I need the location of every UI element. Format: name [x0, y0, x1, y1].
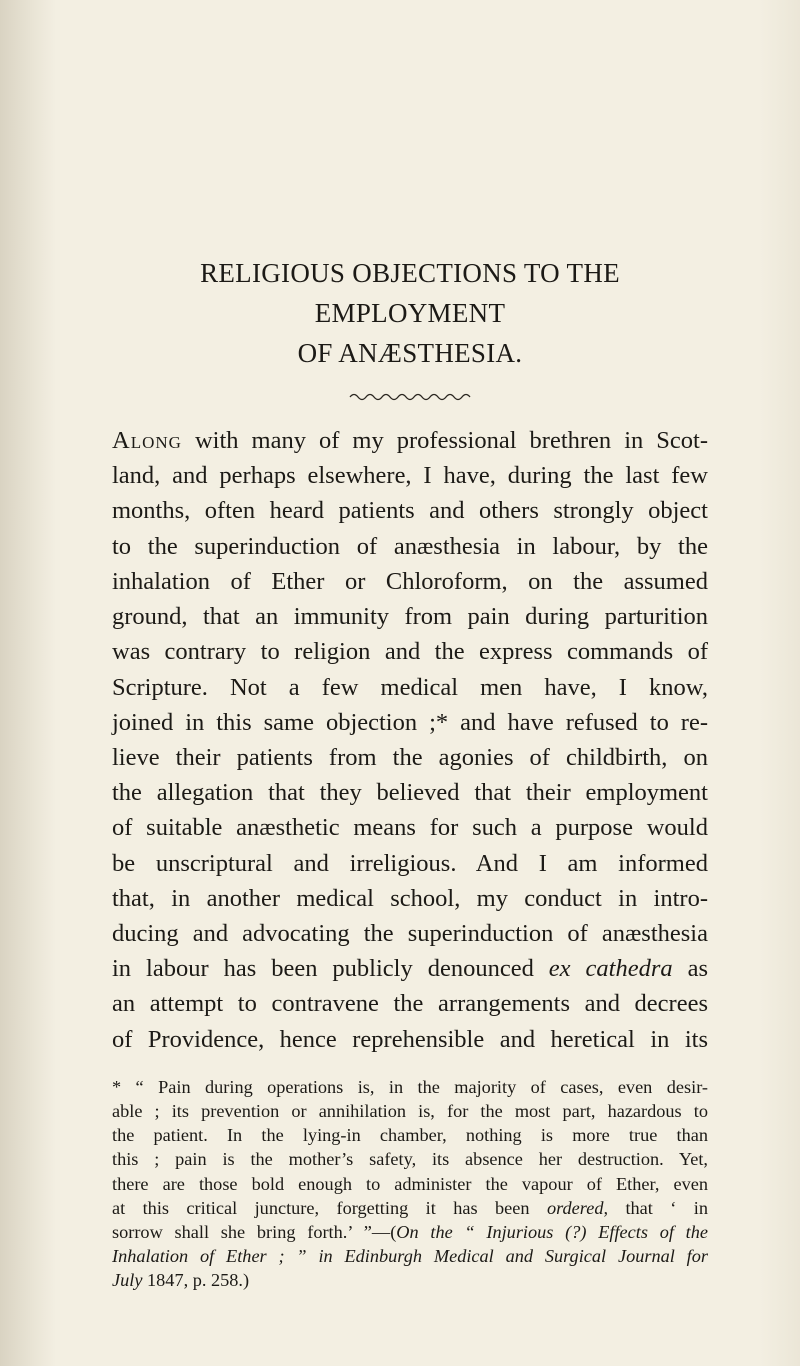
text-line: [112, 423, 708, 458]
text-line: that, in another medical school, my conduct in intro-: [112, 884, 708, 912]
text-line: was contrary to religion and the express commands of: [112, 638, 708, 666]
footnote-line: [112, 1220, 708, 1244]
line-text: sorrow shall she bring forth.’ ”—(: [112, 1221, 397, 1242]
text-line: an attempt to contravene the arrangements and decrees: [112, 990, 708, 1018]
book-page: [112, 0, 708, 1293]
chapter-title: [112, 253, 708, 373]
text-line: be unscriptural and irreligious. And I am informed: [112, 849, 708, 877]
body-paragraph: [112, 423, 708, 1057]
text-line: to the superinduction of anæsthesia in labour, by the: [112, 532, 708, 560]
text-line: ducing and advocating the superinduction of anæsthesia: [112, 919, 708, 947]
text-line: inhalation of Ether or Chloroform, on the assumed: [112, 567, 708, 595]
footnote-line: able ; its prevention or annihilation is, for the most part, hazardous to: [112, 1100, 708, 1121]
footnote-line: * “ Pain during operations is, in the majority of cases, even desir-: [112, 1076, 708, 1097]
footnote-line: this ; pain is the mother’s safety, its absence her destruction. Yet,: [112, 1149, 708, 1170]
footnote: [112, 1075, 708, 1293]
italic-text: ordered,: [546, 1197, 609, 1218]
wavy-rule-ornament-icon: [348, 391, 472, 403]
italic-text: On the “ Injurious (?) Effects of the: [396, 1221, 708, 1242]
chapter-title-line-2: OF ANÆSTHESIA.: [297, 338, 523, 368]
text-line: of suitable anæsthetic means for such a purpose would: [112, 814, 708, 842]
italic-text: July: [112, 1270, 143, 1291]
line-text: that ‘ in: [608, 1197, 708, 1218]
drop-word: Along: [112, 427, 182, 455]
text-line: ground, that an immunity from pain during parturition: [112, 603, 708, 631]
text-line: joined in this same objection ;* and have refused to re-: [112, 708, 708, 736]
line-text: as: [672, 955, 708, 983]
footnote-line: [112, 1268, 708, 1292]
text-line: land, and perhaps elsewhere, I have, during the last few: [112, 462, 708, 490]
line-text: with many of my professional brethren in Scot-: [181, 427, 708, 455]
footnote-line: [112, 1244, 708, 1268]
line-text: at this critical juncture, forgetting it has been: [112, 1197, 547, 1218]
text-line: the allegation that they believed that their employment: [112, 779, 708, 807]
footnote-line: the patient. In the lying-in chamber, nothing is more true than: [112, 1125, 708, 1146]
text-line: lieve their patients from the agonies of childbirth, on: [112, 743, 708, 771]
text-line: months, often heard patients and others strongly object: [112, 497, 708, 525]
chapter-title-line-1: RELIGIOUS OBJECTIONS TO THE EMPLOYMENT: [200, 258, 620, 328]
italic-text: ex cathedra: [548, 955, 673, 983]
page-edge-shadow: [0, 0, 56, 1366]
text-line: Scripture. Not a few medical men have, I know,: [112, 673, 708, 701]
text-line: [112, 951, 708, 986]
line-text: 1847, p. 258.): [142, 1270, 250, 1291]
italic-text: Inhalation of Ether ; ” in Edinburgh Medical and Surgical Journal for: [112, 1246, 708, 1267]
text-line: of Providence, hence reprehensible and heretical in its: [112, 1025, 708, 1053]
footnote-line: [112, 1196, 708, 1220]
line-text: in labour has been publicly denounced: [112, 955, 549, 983]
page-edge-highlight: [760, 0, 800, 1366]
footnote-line: there are those bold enough to administer the vapour of Ether, even: [112, 1173, 708, 1194]
